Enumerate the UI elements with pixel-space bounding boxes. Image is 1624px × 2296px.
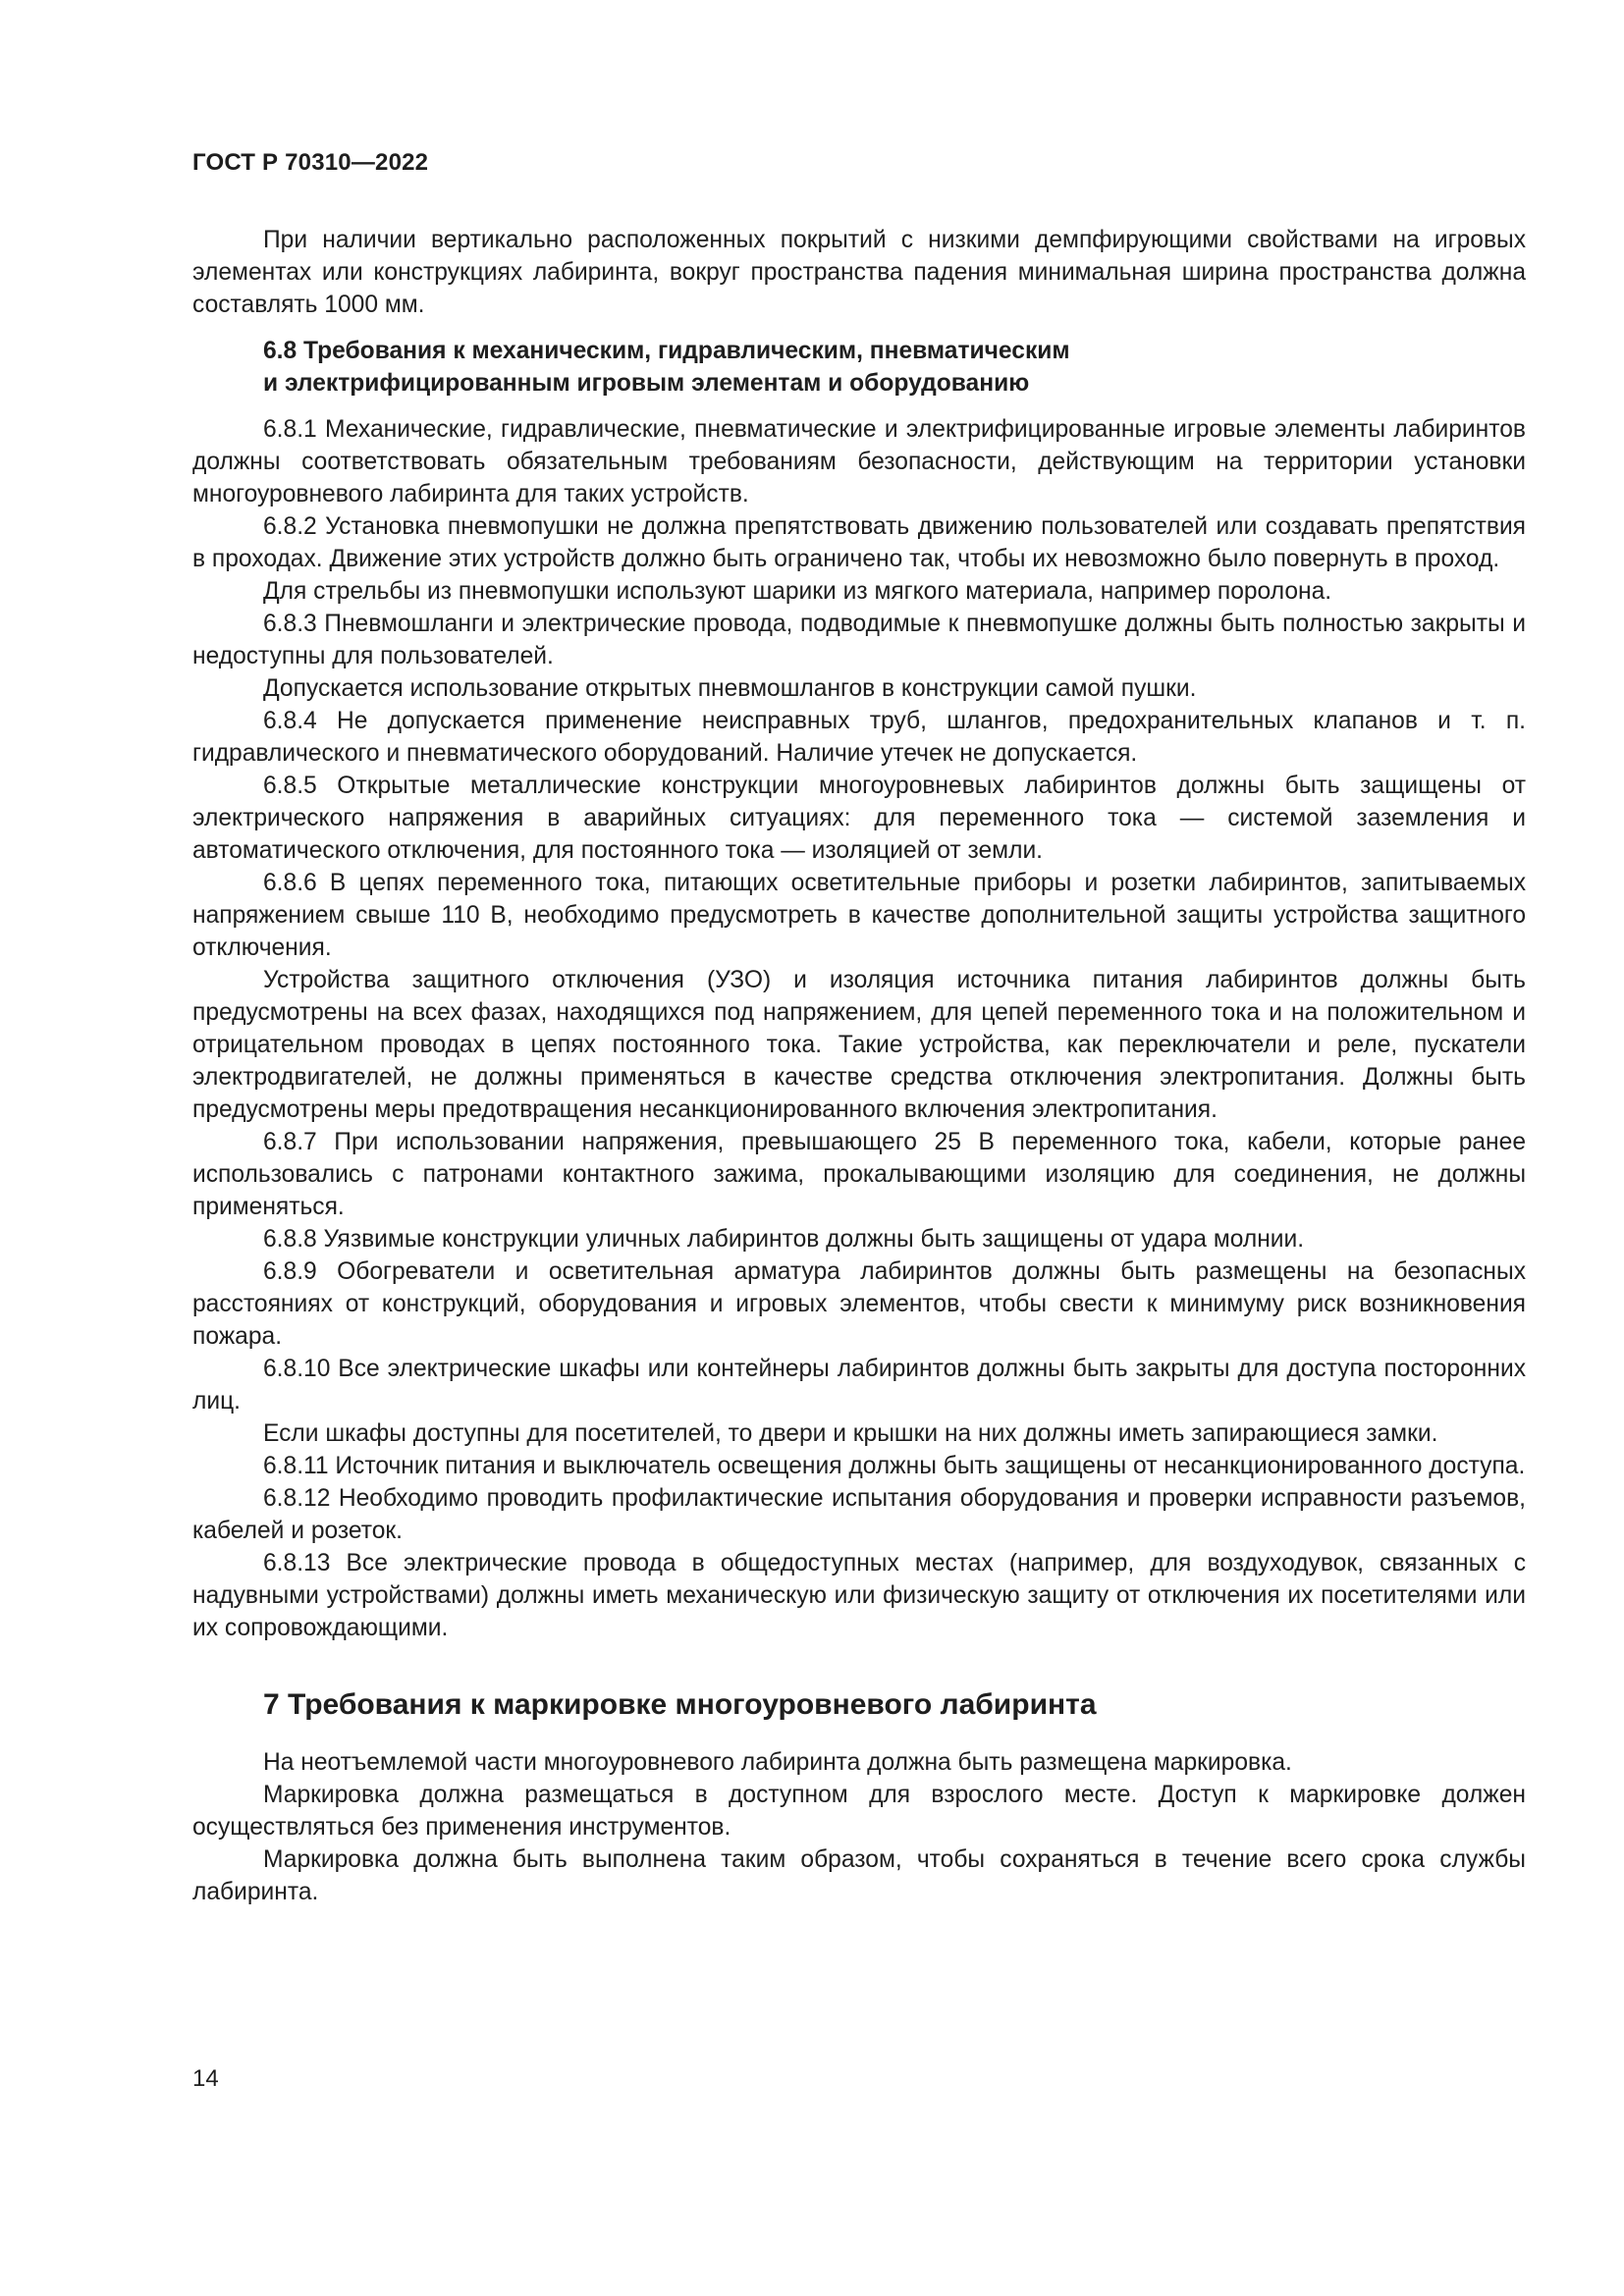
section-6-8-body: [192, 413, 1526, 1644]
paragraph-6-8-10: 6.8.10 Все электрические шкафы или контейнеры лабиринтов должны быть закрыты для доступа посторонних лиц.: [192, 1356, 1526, 1415]
paragraph-7-1: На неотъемлемой части многоуровневого лабиринта должна быть размещена маркировка.: [263, 1749, 1292, 1776]
paragraph-6-8-2: 6.8.2 Установка пневмопушки не должна препятствовать движению пользователей или создавать препятствия в проходах. Движение этих устройств должно быть ограничено так, чтобы их невозможно было повернуть в проход.: [192, 513, 1526, 572]
paragraph-6-8-10-note: Если шкафы доступны для посетителей, то двери и крышки на них должны иметь запирающиеся замки.: [263, 1420, 1438, 1447]
paragraph-6-8-3: 6.8.3 Пневмошланги и электрические провода, подводимые к пневмопушке должны быть полностью закрыты и недоступны для пользователей.: [192, 611, 1526, 669]
paragraph-6-8-11: 6.8.11 Источник питания и выключатель освещения должны быть защищены от несанкционированного доступа.: [263, 1453, 1526, 1479]
paragraph-6-8-6: 6.8.6 В цепях переменного тока, питающих осветительные приборы и розетки лабиринтов, запитываемых напряжением свыше 110 В, необходимо предусмотреть в качестве дополнительной защиты устройства защитного отключения.: [192, 870, 1526, 961]
paragraph-6-8-7: 6.8.7 При использовании напряжения, превышающего 25 В переменного тока, кабели, которые ранее использовались с патронами контактного зажима, прокалывающими изоляцию для соединения, не должны применяться.: [192, 1129, 1526, 1220]
paragraph-6-8-1: 6.8.1 Механические, гидравлические, пневматические и электрифицированные игровые элементы лабиринтов должны соответствовать обязательным требованиям безопасности, действующим на территории установки многоуровневого лабиринта для таких устройств.: [192, 416, 1526, 507]
page-body: [192, 224, 1526, 1908]
section-6-8-heading-line-2: и электрифицированным игровым элементам и оборудованию: [263, 370, 1030, 397]
paragraph-6-8-2-note: Для стрельбы из пневмопушки используют шарики из мягкого материала, например поролона.: [263, 578, 1332, 605]
page-number: 14: [192, 2065, 219, 2092]
section-6-8-heading-line-1: 6.8 Требования к механическим, гидравлическим, пневматическим: [263, 338, 1070, 364]
paragraph-6-8-6-note: Устройства защитного отключения (УЗО) и изоляция источника питания лабиринтов должны быть предусмотрены на всех фазах, находящихся под напряжением, для цепей переменного тока и на положительном и отрицательном проводах в цепях постоянного тока. Такие устройства, как переключатели и реле, пускатели электродвигателей, не должны применяться в качестве средства отключения электропитания. Должны быть предусмотрены меры предотвращения несанкционированного включения электропитания.: [192, 967, 1526, 1123]
paragraph-7-2: Маркировка должна размещаться в доступном для взрослого месте. Доступ к маркировке должен осуществляться без применения инструментов.: [192, 1782, 1526, 1841]
document-code: ГОСТ Р 70310—2022: [192, 149, 429, 176]
paragraph-6-8-3-note: Допускается использование открытых пневмошлангов в конструкции самой пушки.: [263, 675, 1197, 702]
paragraph-6-8-4: 6.8.4 Не допускается применение неисправных труб, шлангов, предохранительных клапанов и т. п. гидравлического и пневматического оборудований. Наличие утечек не допускается.: [192, 708, 1526, 767]
section-7-body: [192, 1746, 1526, 1908]
paragraph-6-8-9: 6.8.9 Обогреватели и осветительная арматура лабиринтов должны быть размещены на безопасных расстояниях от конструкций, оборудования и игровых элементов, чтобы свести к минимуму риск возникновения пожара.: [192, 1258, 1526, 1350]
section-6-8-heading: [263, 335, 1526, 400]
paragraph-6-8-13: 6.8.13 Все электрические провода в общедоступных местах (например, для воздуходувок, связанных с надувными устройствами) должны иметь механическую или физическую защиту от отключения их посетителями или их сопровождающими.: [192, 1550, 1526, 1641]
paragraph-6-8-8: 6.8.8 Уязвимые конструкции уличных лабиринтов должны быть защищены от удара молнии.: [263, 1226, 1305, 1253]
section-7-heading: 7 Требования к маркировке многоуровневого лабиринта: [263, 1688, 1097, 1721]
paragraph-6-8-12: 6.8.12 Необходимо проводить профилактические испытания оборудования и проверки исправности разъемов, кабелей и розеток.: [192, 1485, 1526, 1544]
intro-paragraph: При наличии вертикально расположенных покрытий с низкими демпфирующими свойствами на игровых элементах или конструкциях лабиринта, вокруг пространства падения минимальная ширина пространства должна составлять 1000 мм.: [192, 227, 1526, 318]
paragraph-6-8-5: 6.8.5 Открытые металлические конструкции многоуровневых лабиринтов должны быть защищены от электрического напряжения в аварийных ситуациях: для переменного тока — системой заземления и автоматического отключения, для постоянного тока — изоляцией от земли.: [192, 773, 1526, 864]
paragraph-7-3: Маркировка должна быть выполнена таким образом, чтобы сохраняться в течение всего срока службы лабиринта.: [192, 1846, 1526, 1905]
